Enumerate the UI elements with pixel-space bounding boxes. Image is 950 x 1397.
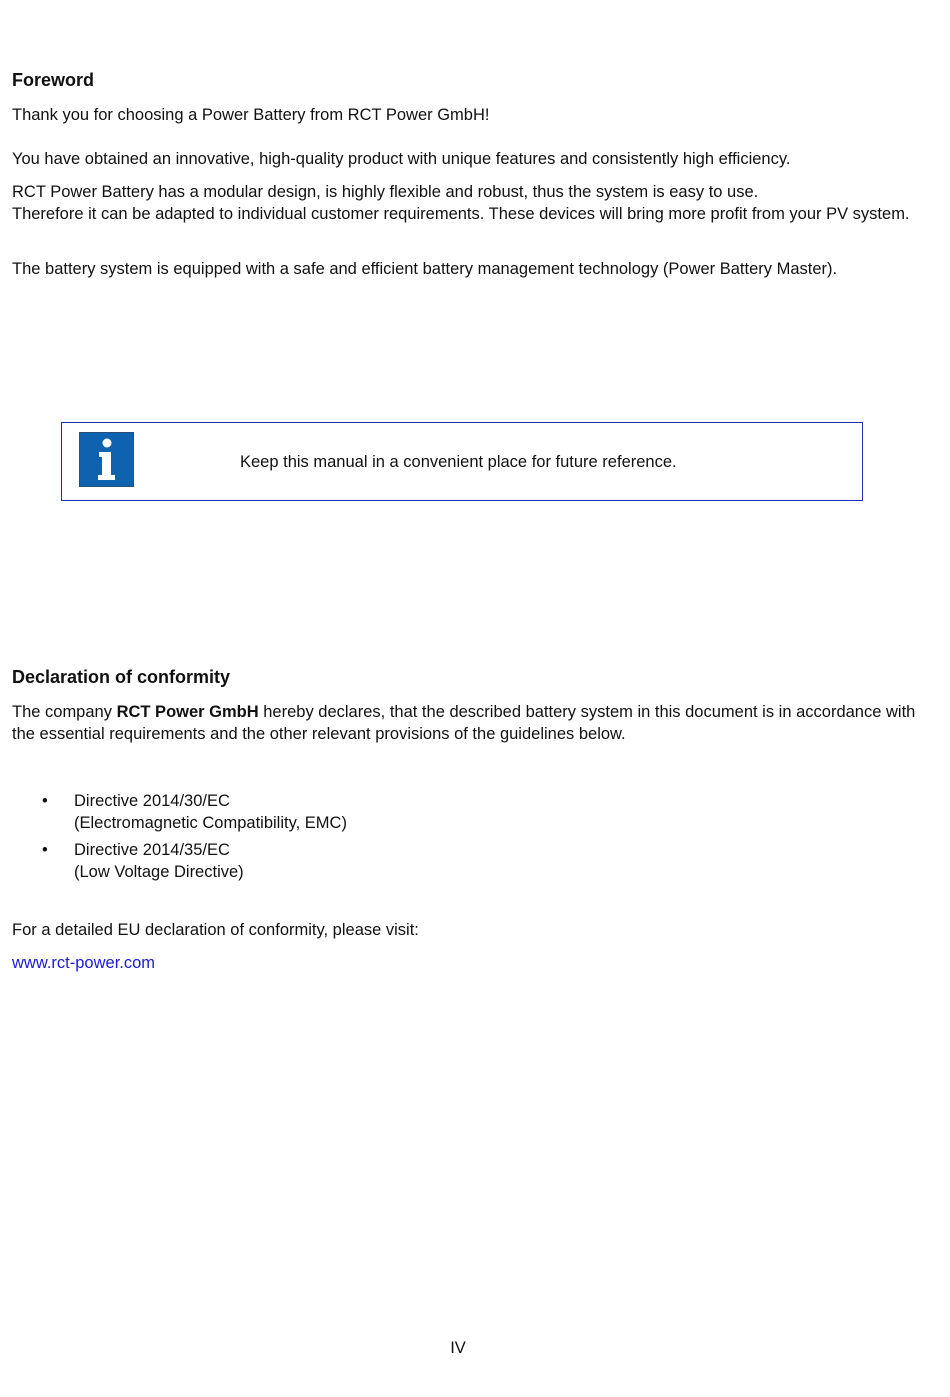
conformity-intro-suffix: hereby declares, that the described battery system in this document is in accordance with the essential requirements and the other relevant provisions of the guidelines below. bbox=[12, 703, 916, 743]
foreword-paragraph-2 bbox=[12, 181, 917, 225]
foreword-heading: Foreword bbox=[12, 70, 95, 90]
directive-name: Directive 2014/30/EC bbox=[74, 792, 230, 810]
page-number: IV bbox=[450, 1339, 466, 1357]
directive-list bbox=[40, 790, 347, 888]
info-icon bbox=[79, 432, 134, 487]
notice-text: Keep this manual in a convenient place for future reference. bbox=[240, 453, 677, 471]
list-item bbox=[40, 790, 347, 834]
foreword-paragraph-2-line-1: RCT Power Battery has a modular design, is highly flexible and robust, thus the system is easy to use. bbox=[12, 183, 759, 201]
conformity-company-name: RCT Power GmbH bbox=[116, 703, 259, 721]
conformity-intro-prefix: The company bbox=[12, 703, 117, 721]
bullet-icon: • bbox=[42, 841, 48, 859]
directive-detail: (Low Voltage Directive) bbox=[74, 863, 244, 881]
notice-box bbox=[61, 422, 863, 501]
conformity-intro bbox=[12, 701, 917, 745]
list-item bbox=[40, 839, 347, 883]
foreword-paragraph-3: The battery system is equipped with a safe and efficient battery management technology (Power Battery Master). bbox=[12, 260, 838, 278]
foreword-thanks: Thank you for choosing a Power Battery from RCT Power GmbH! bbox=[12, 106, 490, 124]
foreword-paragraph-2-line-2: Therefore it can be adapted to individual customer requirements. These devices will bring more profit from your PV system. bbox=[12, 205, 910, 223]
conformity-visit-text: For a detailed EU declaration of conformity, please visit: bbox=[12, 921, 419, 939]
bullet-icon: • bbox=[42, 792, 48, 810]
conformity-heading: Declaration of conformity bbox=[12, 667, 231, 687]
info-icon-glyph bbox=[80, 433, 133, 486]
directive-detail: (Electromagnetic Compatibility, EMC) bbox=[74, 814, 347, 832]
foreword-paragraph-1: You have obtained an innovative, high-quality product with unique features and consistently high efficiency. bbox=[12, 150, 791, 168]
directive-name: Directive 2014/35/EC bbox=[74, 841, 230, 859]
rct-power-link[interactable]: www.rct-power.com bbox=[12, 954, 156, 972]
